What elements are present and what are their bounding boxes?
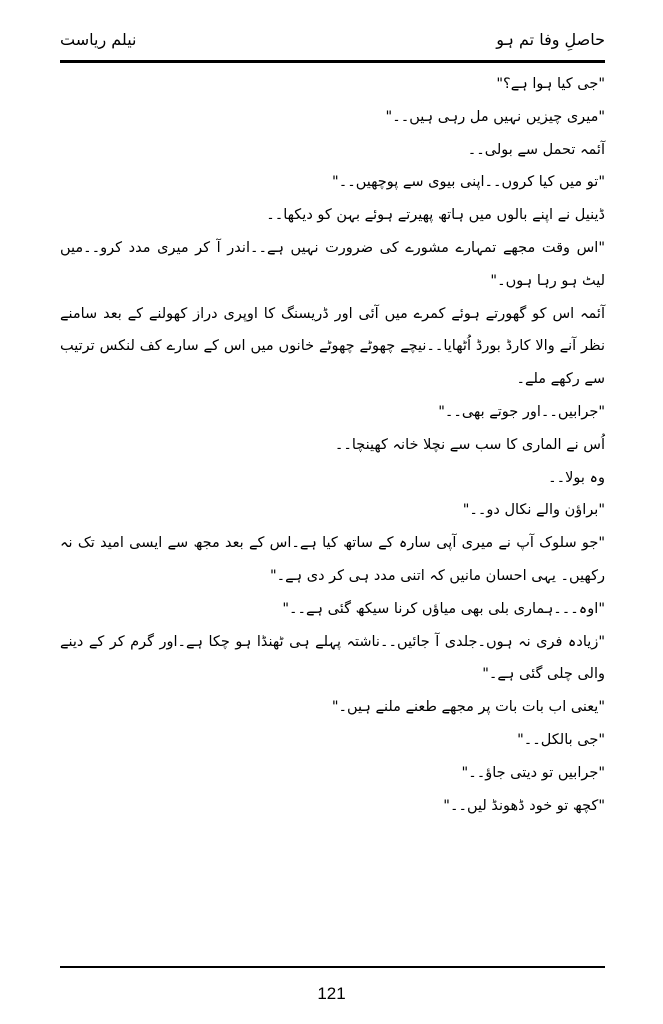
paragraph: "کچھ تو خود ڈھونڈ لیں۔۔": [443, 797, 605, 814]
paragraph: آئمہ تحمل سے بولی۔۔: [467, 141, 605, 158]
paragraph: آئمہ اس کو گھورتے ہوئے کمرے میں آئی اور ڈریسنگ کا اوپری دراز کھولنے کے بعد سامنے نظر آنے والا کارڈ بورڈ اُٹھایا۔۔نیچے چھوٹے چھوٹے خانوں میں اس کے سارے کف لنکس ترتیب سے رکھے ملے۔: [60, 305, 605, 388]
paragraph: ڈینیل نے اپنے بالوں میں ہاتھ پھیرتے ہوئے بہن کو دیکھا۔۔: [266, 207, 605, 224]
paragraph: "جی بالکل۔۔": [517, 731, 605, 748]
paragraph: "اوہ۔۔۔ہماری بلی بھی میاؤں کرنا سیکھ گئی ہے۔۔": [282, 600, 605, 617]
paragraph: "جی کیا ہوا ہے؟": [496, 76, 605, 92]
paragraph: "جرابیں تو دیتی جاؤ۔۔": [461, 764, 605, 781]
page-body: [60, 68, 605, 822]
page-number: 121: [317, 984, 346, 1003]
paragraph: "یعنی اب بات بات پر مجھے طعنے ملنے ہیں۔": [331, 699, 605, 716]
book-title: حاصلِ وفا تم ہو: [496, 29, 605, 49]
paragraph: "جو سلوک آپ نے میری آپی سارہ کے ساتھ کیا ہے۔اس کے بعد مجھ سے ایسی امید تک نہ رکھیں۔ یہی احسان مانیں کہ اتنی مدد ہی کر دی ہے۔": [60, 535, 605, 584]
paragraph: "جرابیں۔۔اور جوتے بھی۔۔": [438, 403, 605, 420]
author-name: نیلم ریاست: [60, 29, 137, 49]
paragraph: "تو میں کیا کروں۔۔اپنی بیوی سے پوچھیں۔۔": [332, 174, 605, 191]
footer-rule: [60, 966, 605, 968]
paragraph: وہ بولا۔۔: [548, 469, 605, 486]
paragraph: اُس نے الماری کا سب سے نچلا خانہ کھینچا۔۔: [334, 436, 605, 453]
paragraph: "اس وقت مجھے تمہارے مشورے کی ضرورت نہیں ہے۔۔اندر آ کر میری مدد کرو۔۔میں لیٹ ہو رہا ہوں۔": [60, 239, 605, 289]
header-rule: [60, 60, 605, 63]
paragraph: "میری چیزیں نہیں مل رہی ہیں۔۔": [385, 108, 605, 125]
paragraph: "زیادہ فری نہ ہوں۔جلدی آ جائیں۔۔ناشتہ پہلے ہی ٹھنڈا ہو چکا ہے۔اور گرم کر کے دینے والی چلی گئی ہے۔": [60, 633, 605, 683]
running-header: [60, 24, 605, 54]
paragraph: "براؤن والے نکال دو۔۔": [462, 502, 605, 519]
